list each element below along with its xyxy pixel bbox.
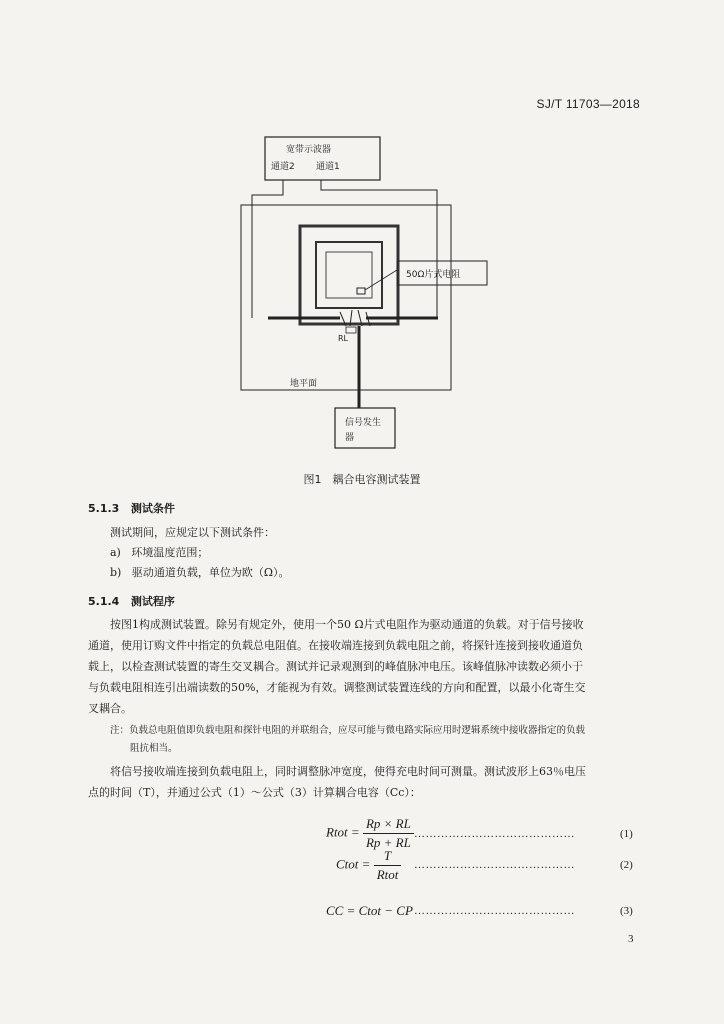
resistor-chip	[357, 288, 365, 294]
section-513-heading	[88, 500, 175, 516]
section-513-title: 测试条件	[130, 502, 175, 515]
generator-label-line1: 信号发生	[345, 418, 382, 428]
note-line1: 注：负载总电阻值即负载电阻和探针电阻的并联组合，应尽可能与微电路实际应用时逻辑系统中接收器指定的负载	[110, 725, 586, 736]
formula-1-numerator: Rp × RL	[363, 816, 414, 834]
channel1-label: 通道1	[316, 162, 340, 172]
outer-board	[300, 226, 398, 324]
channel1-lead	[321, 180, 437, 318]
list-marker-a: a)	[110, 546, 121, 559]
para1-line4: 与负载电阻相连引出端读数的50%，才能视为有效。调整测试装置连线的方向和配置，以最小化寄生交	[88, 681, 586, 694]
section-514-number: 5.1.4	[88, 595, 120, 608]
note-line2: 阻抗相当。	[130, 743, 178, 754]
formula-1-lhs: Rtot	[326, 824, 348, 840]
ground-plane-label: 地平面	[290, 379, 318, 389]
para2-line2: 点的时间（T），并通过公式（1）～公式（3）计算耦合电容（Cc）：	[88, 786, 421, 799]
formula-1-fraction	[363, 816, 414, 851]
formula-2-leader: ……………………………………	[414, 859, 575, 871]
page-number: 3	[628, 933, 634, 945]
para1-line2: 通道，使用订购文件中指定的负载总电阻值。在接收端连接到负载电阻之前，将探针连接到接收通道负	[88, 639, 583, 652]
para1-line3: 载上，以检查测试装置的寄生交叉耦合。测试并记录观测到的峰值脉冲电压。该峰值脉冲读数必须小于	[88, 660, 583, 673]
list-text-b: 驱动通道负载，单位为欧（Ω）。	[131, 566, 290, 579]
para1-line1: 按图1构成测试装置。除另有规定外，使用一个50 Ω片式电阻作为驱动通道的负载。对于信号接收	[110, 618, 584, 631]
para2-line1: 将信号接收端连接到负载电阻上，同时调整脉冲宽度，使得充电时间可测量。测试波形上63％电压	[110, 765, 586, 778]
section-513-number: 5.1.3	[88, 502, 120, 515]
formula-3-tag: (3)	[620, 905, 633, 917]
formula-2-tag: (2)	[620, 859, 633, 871]
formula-2: Ctot = $\frac{T}{\text{Rtot}}$	[336, 848, 401, 883]
channel2-lead	[252, 180, 283, 318]
formula-3: CC = Ctot − CP	[326, 903, 413, 918]
formula-1-tag: (1)	[620, 828, 633, 840]
formula-2-fraction	[374, 848, 402, 883]
rl-label: RL	[338, 334, 349, 343]
section-514-heading	[88, 593, 175, 609]
standard-code: SJ/T 11703—2018	[536, 97, 640, 111]
para1-line5: 叉耦合。	[88, 702, 132, 715]
channel2-label: 通道2	[271, 162, 295, 172]
rl-resistor	[346, 327, 356, 333]
formula-2-numerator: T	[374, 848, 402, 866]
formula-1-leader: ……………………………………	[414, 828, 575, 840]
resistor-label: 50Ω片式电阻	[406, 270, 461, 280]
list-text-a: 环境温度范围；	[131, 546, 209, 559]
generator-box	[335, 408, 395, 448]
section-514-title: 测试程序	[130, 595, 175, 608]
oscilloscope-label: 宽带示波器	[286, 145, 332, 155]
test-setup-figure	[0, 0, 724, 490]
list-marker-b: b)	[110, 566, 122, 579]
section-513-intro: 测试期间，应规定以下测试条件：	[110, 526, 275, 539]
list-item-a	[110, 542, 208, 563]
list-item-b	[110, 562, 289, 583]
formula-2-lhs: Ctot	[336, 856, 359, 872]
formula-1-denominator: Rp + RL	[365, 835, 411, 850]
figure-caption: 图1 耦合电容测试装置	[303, 473, 421, 486]
formula-3-leader: ……………………………………	[414, 905, 575, 917]
formula-2-denominator: Rtot	[376, 867, 399, 882]
formula-1: Rtot = $\frac{Rp \times RL}{Rp + RL}$	[326, 816, 414, 851]
generator-label-line2: 器	[345, 433, 355, 443]
